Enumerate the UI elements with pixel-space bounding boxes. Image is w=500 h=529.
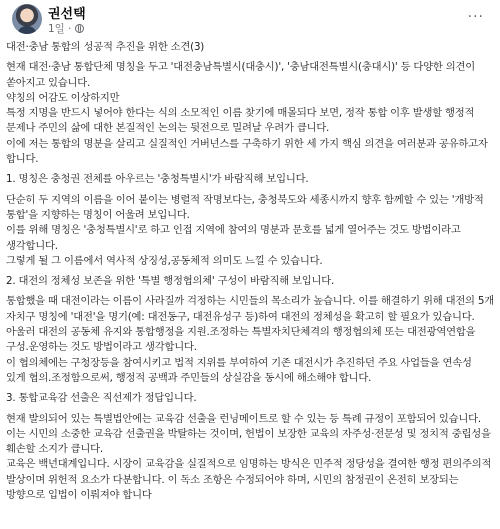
more-icon[interactable]: ··· bbox=[467, 9, 484, 25]
author-name[interactable]: 권선택 bbox=[48, 7, 86, 22]
post-paragraph: 특정 지명을 반드시 넣어야 한다는 식의 소모적인 이름 찾기에 매몰되다 보면, 정작 통합 이후 발생할 행정적 문제나 주민의 삶에 대한 본질적인 논의는 뒷전으로 밀려날 우려가 큽니다. bbox=[6, 107, 475, 135]
post-paragraph: 이는 시민의 소중한 교육감 선출권을 박탈하는 것이며, 헌법이 보장한 교육의 자주성·전문성 및 정치적 중립성을 훼손할 소지가 큽니다. bbox=[6, 427, 491, 456]
post-paragraph: 2. 대전의 정체성 보존을 위한 '특별 행정협의체' 구성이 바람직해 보입니다. bbox=[6, 275, 335, 288]
post-paragraph: 교육은 백년대계입니다. 시장이 교육감을 실질적으로 임명하는 방식은 민주적 정당성을 결여한 행정 편의주의적 발상이며 위헌적 요소가 다분합니다. 이 독소 조항은 수정되어야 하며, 시민의 참정권이 온전히 보장되는 방향으로 입법이 이뤄져야 합니다 bbox=[6, 458, 492, 502]
post-paragraph: 1. 명칭은 충청권 전체를 아우르는 '충청특별시'가 바람직해 보입니다. bbox=[6, 173, 309, 186]
globe-icon bbox=[75, 24, 84, 33]
post-paragraph: 이에 저는 통합의 명분을 살리고 실질적인 거버넌스를 구축하기 위한 세 가지 핵심 의견을 여러분과 공유하고자 합니다. bbox=[6, 137, 488, 166]
post-paragraph: 3. 통합교육감 선출은 직선제가 정답입니다. bbox=[6, 392, 197, 405]
post-meta bbox=[48, 21, 84, 36]
post-paragraph: 단순히 두 지역의 이름을 이어 붙이는 병렬적 작명보다는, 충청북도와 세종시까지 향후 함께할 수 있는 '개방적 통합'을 지향하는 명칭이 어울려 보입니다. bbox=[6, 193, 484, 221]
post-paragraph: 통합했을 때 대전이라는 이름이 사라질까 걱정하는 시민들의 목소리가 높습니다. 이를 해결하기 위해 대전의 5개 자치구 명칭에 '대전'을 명기(예: 대전동구, 대전유성구 등)하여 대전의 정체성을 확고히 할 필요가 있습니다. bbox=[6, 295, 494, 323]
post-paragraph: 약칭의 어감도 이상하지만 bbox=[6, 91, 120, 104]
post-timestamp[interactable]: 1일 · bbox=[48, 23, 72, 35]
post-paragraph: 이를 위해 명칭은 '충청특별시'로 하고 인접 지역에 참여의 명분과 문호를 넓게 열어주는 것도 방법이라고 생각합니다. bbox=[6, 224, 461, 252]
post-paragraph: 이 협의체에는 구청장등을 참여시키고 법적 지위를 부여하여 기존 대전시가 추진하던 주요 사업들을 연속성 있게 협의.조정함으로써, 행정적 공백과 주민들의 상실감을 동시에 해소해야 합니다. bbox=[6, 356, 472, 384]
post-header bbox=[6, 0, 494, 40]
post-paragraph: 현재 발의되어 있는 특별법안에는 교육감 선출을 런닝메이트로 할 수 있는 등 특례 규정이 포함되어 있습니다. bbox=[6, 412, 481, 425]
post-paragraph: 대전·충남 통합의 성공적 추진을 위한 소견(3) bbox=[6, 41, 205, 53]
post-paragraph: 아울러 대전의 공동체 유지와 통합행정을 지원.조정하는 특별자치단체격의 행정협의체 또는 대전광역연합을 구성.운영하는 것도 방법이라고 생각합니다. bbox=[6, 326, 476, 354]
post-paragraph: 현재 대전·충남 통합단체 명칭을 두고 '대전충남특별시(대충시)', '충남대전특별시(충대시)' 등 다양한 의견이 쏟아지고 있습니다. bbox=[6, 61, 475, 89]
avatar[interactable] bbox=[12, 4, 42, 34]
post-paragraph: 그렇게 될 그 이름에서 역사적 상징성,공동체적 의미도 느낄 수 있습니다. bbox=[6, 254, 323, 267]
post-body bbox=[6, 40, 494, 503]
